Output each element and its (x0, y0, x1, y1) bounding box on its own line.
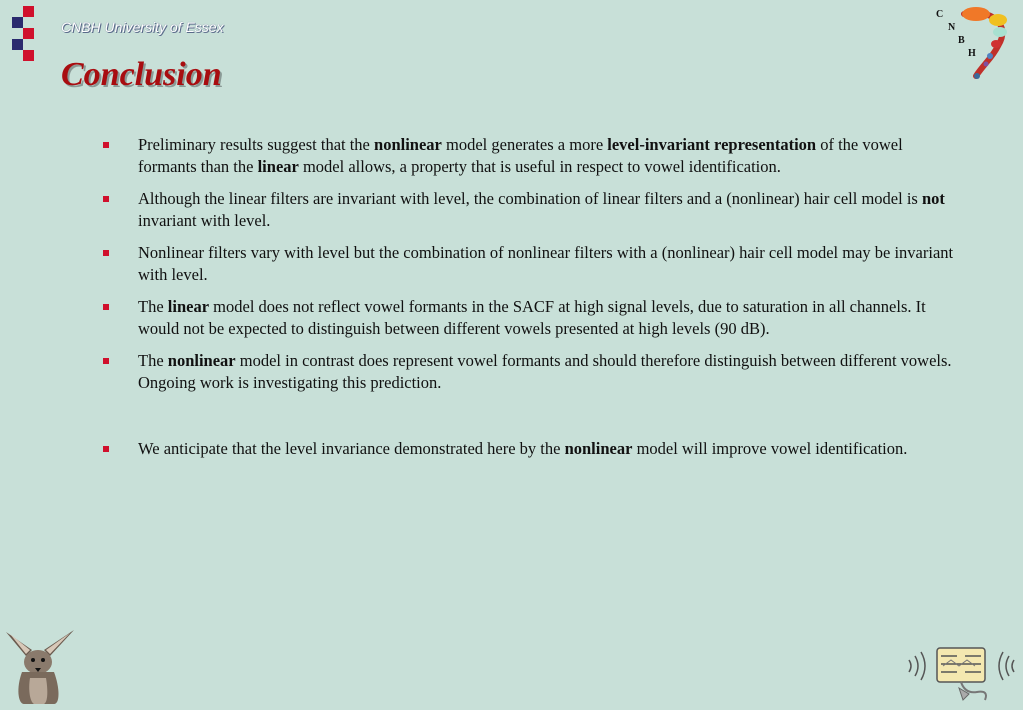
bullet-bold-text: linear (257, 157, 299, 176)
bullet-bold-text: linear (167, 297, 210, 316)
bullet-text: of the vowel formants than the (138, 135, 903, 176)
bullet-item (103, 242, 963, 286)
bullet-square-icon (103, 304, 109, 310)
page-title: Conclusion (61, 56, 222, 93)
bullet-square-icon (103, 196, 109, 202)
bullet-text: The (138, 351, 168, 370)
organization-name: CNBH University of Essex (61, 19, 224, 35)
bullet-square-icon (103, 250, 109, 256)
navy-square (12, 17, 23, 28)
bullet-square-icon (103, 358, 109, 364)
bullet-text: model will improve vowel identification. (632, 439, 908, 458)
bullet-square-icon (103, 142, 109, 148)
logo-letter-h: H (968, 48, 976, 59)
bullet-text: invariant with level. (138, 211, 271, 230)
cnbh-logo-icon (930, 4, 1010, 84)
bullet-text: model does not reflect vowel formants in the SACF at high signal levels, due to saturation in all channels. It would not be expected to distinguish between different vowels presented at high levels (90 dB). (138, 297, 926, 338)
bullet-text: model generates a more (441, 135, 608, 154)
logo-letter-b: B (958, 35, 965, 46)
bullet-text: Preliminary results suggest that the (138, 135, 375, 154)
bullet-square-icon (103, 446, 109, 452)
fennec-fox-icon (2, 628, 78, 706)
bullet-bold-text: not (921, 189, 945, 208)
conclusion-bullet-list (103, 134, 963, 470)
bullet-item (103, 188, 963, 232)
bullet-bold-text: nonlinear (564, 439, 633, 458)
red-square (23, 6, 34, 17)
bullet-bold-text: nonlinear (167, 351, 236, 370)
bullet-text: Although the linear filters are invariant with level, the combination of linear filters and a (nonlinear) hair cell model is (138, 189, 922, 208)
bullet-item (103, 350, 963, 394)
headphones-icon (905, 642, 1017, 704)
logo-letter-c: C (936, 9, 944, 20)
bullet-text: Nonlinear filters vary with level but the combination of nonlinear filters with a (nonlinear) hair cell model may be invariant with level. (138, 243, 954, 284)
logo-letter-n: N (948, 22, 956, 33)
red-square (23, 50, 34, 61)
bullet-item (103, 438, 963, 460)
bullet-text: The (138, 297, 168, 316)
bullet-item (103, 134, 963, 178)
bullet-item (103, 296, 963, 340)
bullet-text: We anticipate that the level invariance demonstrated here by the (138, 439, 565, 458)
bullet-bold-text: level-invariant representation (607, 135, 817, 154)
red-square (23, 28, 34, 39)
decorative-squares-icon (10, 6, 36, 62)
bullet-text: model in contrast does represent vowel formants and should therefore distinguish between different vowels. Ongoing work is investigating this prediction. (138, 351, 952, 392)
bullet-bold-text: nonlinear (374, 135, 442, 154)
bullet-text: model allows, a property that is useful in respect to vowel identification. (298, 157, 781, 176)
navy-square (12, 39, 23, 50)
